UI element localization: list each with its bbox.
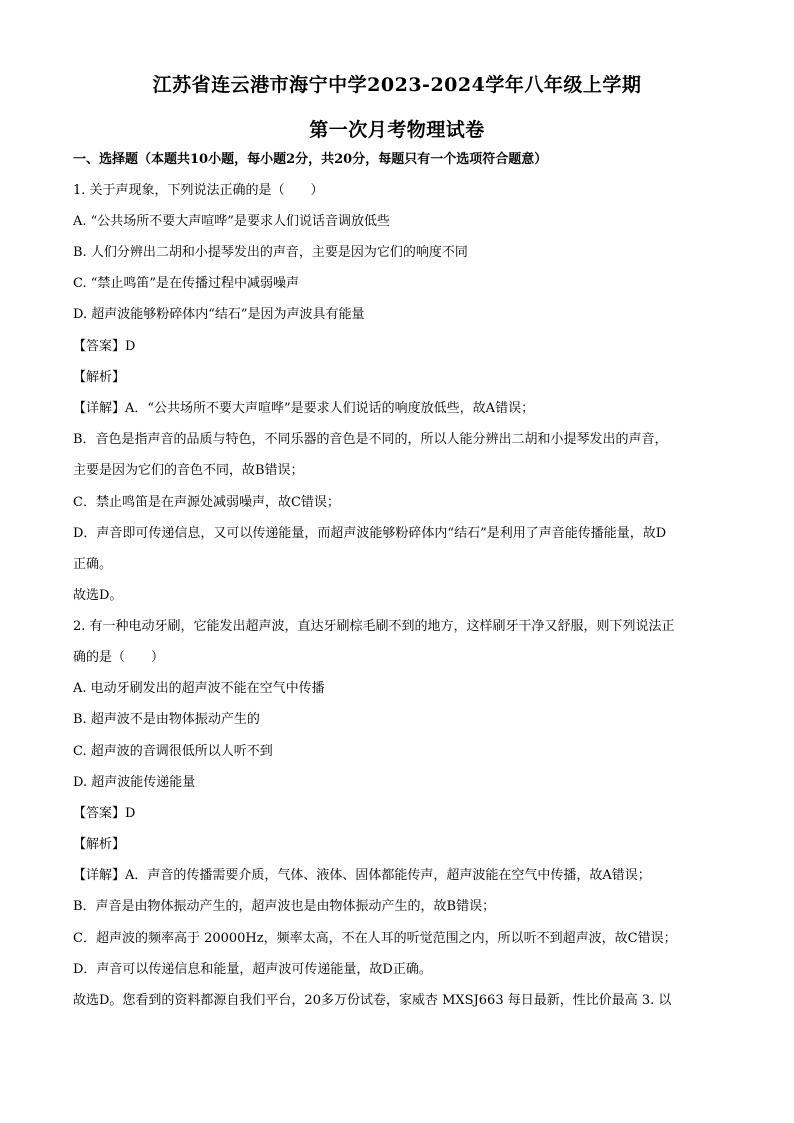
q1-detail-d-line-2: 正确。 [73,557,113,572]
q1-option-c: C. “禁止鸣笛”是在传播过程中减弱噪声 [73,276,300,291]
q1-option-b: B. 人们分辨出二胡和小提琴发出的声音，主要是因为它们的响度不同 [73,245,468,260]
q2-detail-a: 【详解】A．声音的传播需要介质，气体、液体、固体都能传声，超声波能在空气中传播，故A错误； [73,868,651,883]
q1-conclusion: 故选D。 [73,588,123,603]
q2-detail-b: B．声音是由物体振动产生的，超声波也是由物体振动产生的，故B错误； [73,899,496,914]
q1-detail-c: C．禁止鸣笛是在声源处减弱噪声，故C错误； [73,495,340,510]
q1-option-d: D. 超声波能够粉碎体内“结石”是因为声波具有能量 [73,307,365,322]
q2-stem-line-2: 确的是（ ） [73,650,165,665]
q1-detail-a: 【详解】A．“公共场所不要大声喧哗”是要求人们说话的响度放低些，故A错误； [73,401,535,416]
document-title-line-1: 江苏省连云港市海宁中学2023-2024学年八年级上学期 [152,74,642,96]
q2-option-c: C. 超声波的音调很低所以人听不到 [73,744,273,759]
q1-analysis-label: 【解析】 [73,370,126,385]
section-header: 一、选择题（本题共10小题，每小题2分，共20分，每题只有一个选项符合题意） [73,152,548,167]
q2-option-a: A. 电动牙刷发出的超声波不能在空气中传播 [73,681,325,696]
q1-stem: 1. 关于声现象，下列说法正确的是（ ） [73,183,324,198]
q2-conclusion: 故选D。您看到的资料都源自我们平台，20多万份试卷，家威杏 MXSJ663 每日最新，性比价最高 3. 以 [73,993,672,1008]
q2-detail-d: D．声音可以传递信息和能量，超声波可传递能量，故D正确。 [73,962,432,977]
document-title-line-2: 第一次月考物理试卷 [309,119,485,141]
q1-detail-b-line-1: B．音色是指声音的品质与特色，不同乐器的音色是不同的，所以人能分辨出二胡和小提琴发出的声音， [73,432,668,447]
q1-detail-d-line-1: D．声音即可传递信息，又可以传递能量，而超声波能够粉碎体内“结石”是利用了声音能传播能量，故D [73,526,667,541]
q2-option-b: B. 超声波不是由物体振动产生的 [73,712,260,727]
q2-stem-line-1: 2. 有一种电动牙刷，它能发出超声波，直达牙刷棕毛刷不到的地方，这样刷牙干净又舒服，则下列说法正 [73,619,675,634]
q1-answer: 【答案】D [73,339,136,354]
q2-option-d: D. 超声波能传递能量 [73,775,196,790]
q2-answer: 【答案】D [73,806,136,821]
q2-detail-c: C．超声波的频率高于 20000Hz，频率太高，不在人耳的听觉范围之内，所以听不到超声波，故C错误； [73,931,677,946]
q2-analysis-label: 【解析】 [73,837,126,852]
q1-option-a: A. “公共场所不要大声喧哗”是要求人们说话音调放低些 [73,214,390,229]
q1-detail-b-line-2: 主要是因为它们的音色不同，故B错误； [73,463,304,478]
